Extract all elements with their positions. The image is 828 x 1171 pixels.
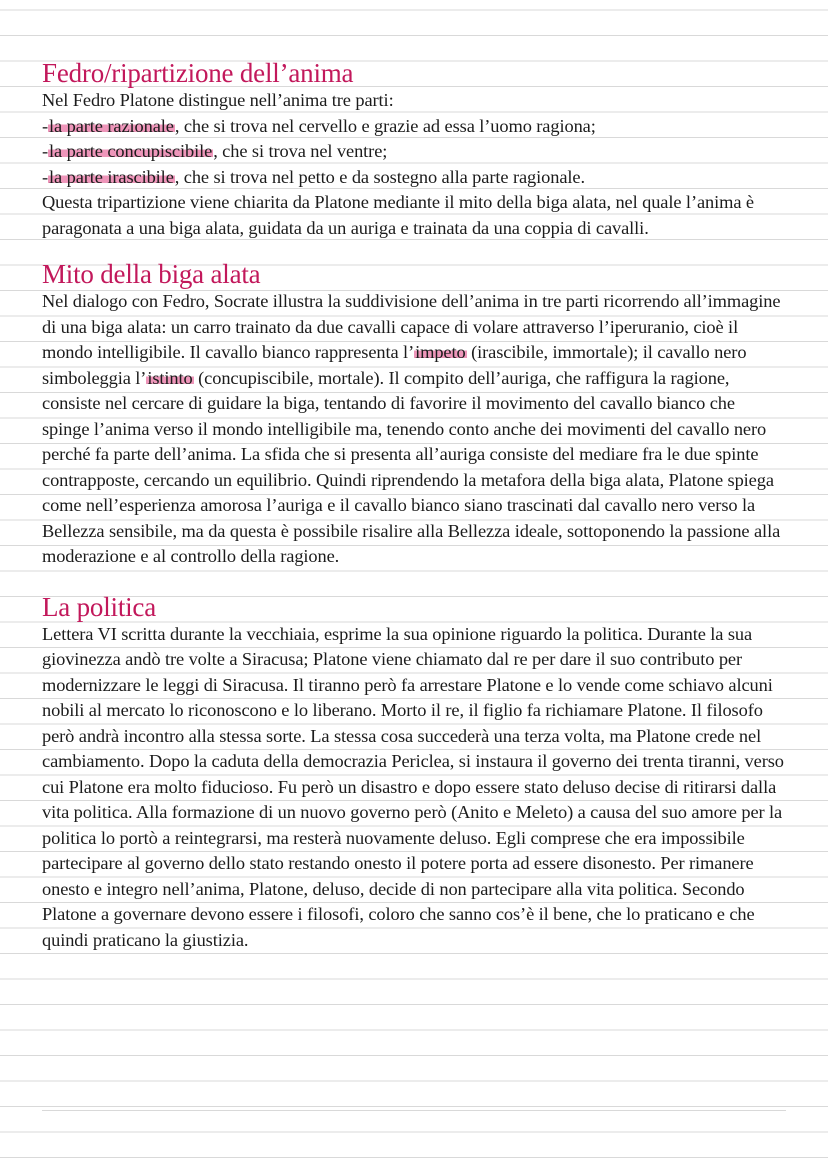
list-item-razionale — [42, 114, 786, 140]
highlight-istinto: istinto — [147, 367, 193, 388]
section-fedro — [42, 58, 786, 241]
list-item-text: , che si trova nel cervello e grazie ad essa l’uomo ragiona; — [174, 115, 596, 136]
heading-politica: La politica — [42, 591, 157, 622]
list-dash: - — [42, 166, 49, 187]
fedro-intro: Nel Fedro Platone distingue nell’anima tre parti: — [42, 90, 394, 110]
list-dash: - — [42, 115, 49, 136]
section-biga-alata — [42, 259, 786, 570]
biga-paragraph — [42, 289, 786, 570]
highlight-irascibile: la parte irascibile — [49, 166, 174, 187]
section-politica — [42, 592, 786, 954]
list-item-text: , che si trova nel petto e da sostegno alla parte ragionale. — [174, 166, 585, 187]
highlight-concupiscibile: la parte concupiscibile — [49, 141, 213, 161]
fedro-paragraph: Questa tripartizione viene chiarita da Platone mediante il mito della biga alata, nel quale l’anima è paragonata a una biga alata, guidata da un auriga e trainata da una coppia di cavalli. — [42, 192, 754, 238]
highlight-impeto: impeto — [415, 342, 466, 362]
politica-paragraph: Lettera VI scritta durante la vecchiaia, esprime la sua opinione riguardo la politica. Durante la sua giovinezza andò tre volte a Siracusa; Platone viene chiamato dal re per dare il suo contributo per modernizzare le leggi di Siracusa. Il tiranno però fa arrestare Platone e lo vende come schiavo alcuni nobili al mercato lo riconoscono e lo liberano. Morto il re, il figlio fa richiamare Platone. Il filosofo però andrà incontro alla stessa sorte. La stessa cosa succederà una terza volta, ma Platone crede nel cambiamento. Dopo la caduta della democrazia Periclea, si instaura il governo dei trenta tiranni, verso cui Platone era molto fiducioso. Fu però un disastro e dopo essere stato deluso decise di ritirarsi dalla vita politica. Alla formazione di un nuovo governo però (Anito e Meleto) a causa del suo amore per la politica lo portò a reintegrarsi, ma resterà nuovamente deluso. Egli comprese che era impossibile partecipare al governo dello stato restando onesto il potere porta ad essere disonesto. Per rimanere onesto e integro nell’anima, Platone, deluso, decide di non partecipare alla vita politica. Secondo Platone a governare devono essere i filosofi, coloro che sanno cos’è il bene, che lo praticano e che quindi praticano la giustizia. — [42, 623, 784, 950]
list-item-text: , che si trova nel ventre; — [213, 141, 388, 161]
biga-text-b: (irascibile, immortale); il cavallo nero simboleggia l’ — [42, 342, 747, 388]
list-item-irascibile — [42, 165, 786, 191]
highlight-razionale: la parte razionale — [49, 115, 174, 136]
bottom-rule — [42, 1110, 786, 1111]
heading-fedro: Fedro/ripartizione dell’anima — [42, 58, 354, 88]
list-dash: - — [42, 141, 49, 161]
biga-text-c: (concupiscibile, mortale). Il compito dell’auriga, che raffigura la ragione, consiste nel cercare di guidare la biga, tentando di favorire il movimento del cavallo bianco che spinge l’anima verso il mondo intelligibile ma, tenendo conto anche dei movimenti del cavallo nero perché fa parte dell’anima. La sfida che si presenta all’auriga consiste del mediare fra le due spinte contrapposte, cercando un equilibrio. Quindi riprendendo la metafora della biga alata, Platone spiega come nell’esperienza amorosa l’auriga e il cavallo bianco siano trascinati dal cavallo nero verso la Bellezza sensibile, ma da questa è possibile risalire alla Bellezza ideale, sottoponendo la passione alla moderazione e al controllo della ragione. — [42, 367, 781, 566]
heading-biga-alata: Mito della biga alata — [42, 259, 261, 289]
list-item-concupiscibile — [42, 139, 786, 165]
biga-text-a: Nel dialogo con Fedro, Socrate illustra la suddivisione dell’anima in tre parti ricorrendo all’immagine di una biga alata: un carro trainato da due cavalli capace di volare attraverso l’iperuranio, cioè il mondo intelligibile. Il cavallo bianco rappresenta l’ — [42, 291, 781, 362]
